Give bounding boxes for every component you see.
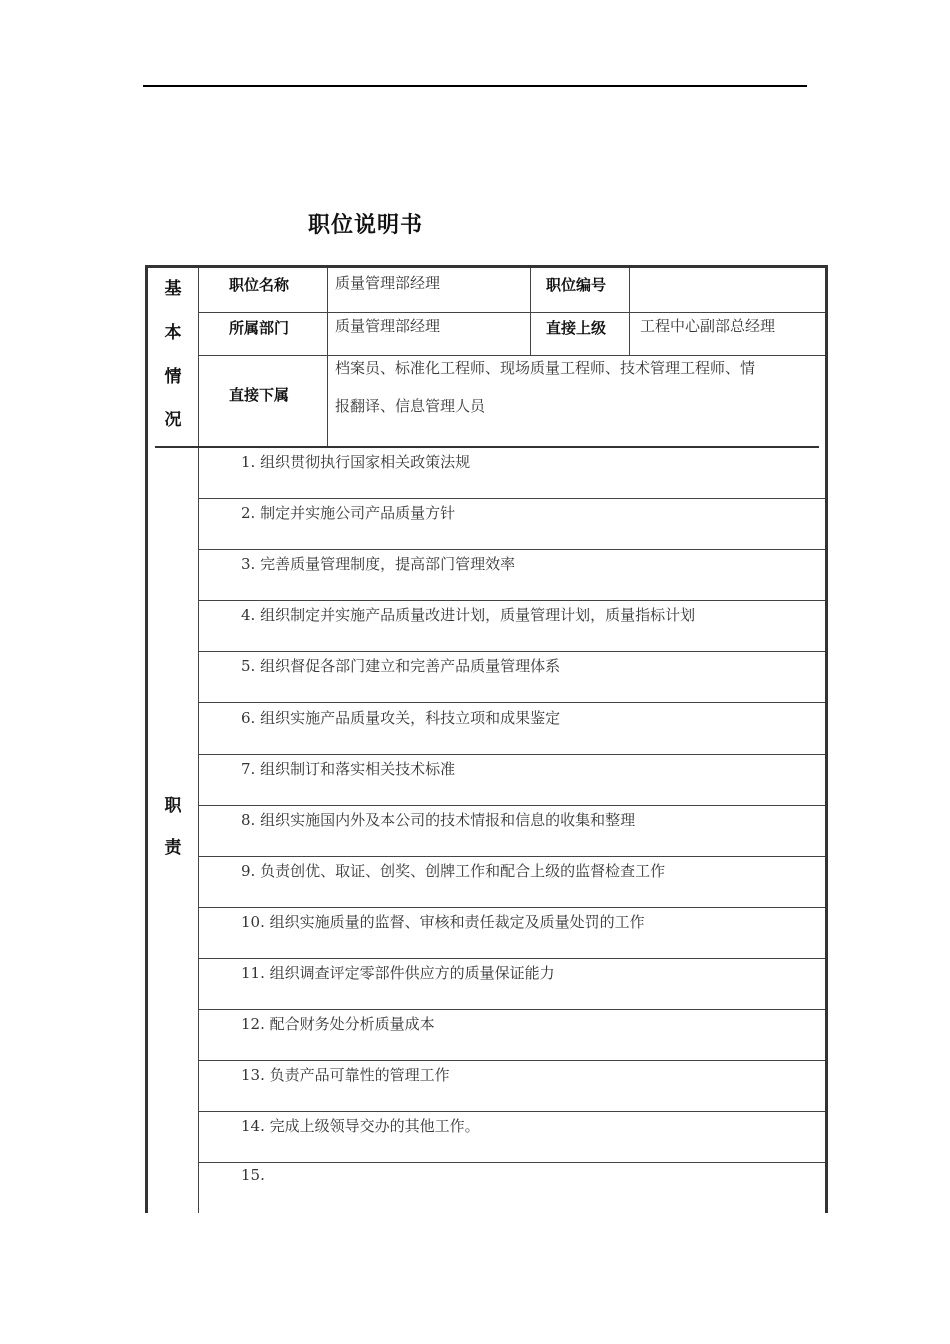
basic-info-label-char: 本 — [164, 323, 182, 343]
duty-item: 9. 负责创优、取证、创奖、创牌工作和配合上级的监督检查工作 — [241, 862, 666, 880]
header-rule — [143, 85, 807, 87]
duty-item: 3. 完善质量管理制度，提高部门管理效率 — [241, 555, 516, 573]
duties-label-char: 责 — [164, 838, 182, 858]
duty-row-divider — [198, 805, 825, 806]
basic-info-label-char: 况 — [164, 410, 182, 430]
duty-item: 1. 组织贯彻执行国家相关政策法规 — [241, 453, 471, 471]
duty-item: 11. 组织调查评定零部件供应方的质量保证能力 — [241, 964, 555, 982]
duty-row-divider — [198, 1009, 825, 1010]
duty-row-divider — [198, 1060, 825, 1061]
duty-item: 15. — [241, 1166, 265, 1184]
duty-item: 5. 组织督促各部门建立和完善产品质量管理体系 — [241, 657, 561, 675]
section-divider — [155, 446, 819, 448]
duty-item: 14. 完成上级领导交办的其他工作。 — [241, 1117, 480, 1135]
duty-row-divider — [198, 600, 825, 601]
page-title: 职位说明书 — [308, 213, 424, 238]
position-name-label: 职位名称 — [229, 276, 290, 294]
duty-row-divider — [198, 549, 825, 550]
supervisor-value: 工程中心副部总经理 — [640, 317, 776, 335]
duty-item: 2. 制定并实施公司产品质量方针 — [241, 504, 456, 522]
duty-row-divider — [198, 754, 825, 755]
duty-row-divider — [198, 958, 825, 959]
duty-row-divider — [198, 702, 825, 703]
duty-item: 10. 组织实施质量的监督、审核和责任裁定及质量处罚的工作 — [241, 913, 645, 931]
duty-row-divider — [198, 651, 825, 652]
duty-item: 7. 组织制订和落实相关技术标准 — [241, 760, 456, 778]
duty-row-divider — [198, 1162, 825, 1163]
duty-item: 8. 组织实施国内外及本公司的技术情报和信息的收集和整理 — [241, 811, 636, 829]
duty-item: 6. 组织实施产品质量攻关，科技立项和成果鉴定 — [241, 709, 561, 727]
duty-item: 12. 配合财务处分析质量成本 — [241, 1015, 435, 1033]
duty-row-divider — [198, 856, 825, 857]
column-divider — [327, 268, 328, 447]
duty-row-divider — [198, 1111, 825, 1112]
duty-item: 13. 负责产品可靠性的管理工作 — [241, 1066, 450, 1084]
basic-info-label-char: 情 — [164, 367, 182, 387]
basic-info-label-char: 基 — [164, 279, 182, 299]
position-code-label: 职位编号 — [546, 276, 607, 294]
duty-item: 4. 组织制定并实施产品质量改进计划，质量管理计划，质量指标计划 — [241, 606, 696, 624]
duty-row-divider — [198, 907, 825, 908]
supervisor-label: 直接上级 — [546, 319, 607, 337]
subordinates-value-line: 档案员、标准化工程师、现场质量工程师、技术管理工程师、情 — [335, 359, 756, 377]
column-divider — [198, 268, 199, 1213]
subordinates-label: 直接下属 — [229, 386, 290, 404]
department-label: 所属部门 — [229, 319, 290, 337]
subordinates-value-line: 报翻译、信息管理人员 — [335, 397, 486, 415]
position-name-value: 质量管理部经理 — [335, 274, 441, 292]
duty-row-divider — [198, 498, 825, 499]
duties-label-char: 职 — [164, 796, 182, 816]
department-value: 质量管理部经理 — [335, 317, 441, 335]
